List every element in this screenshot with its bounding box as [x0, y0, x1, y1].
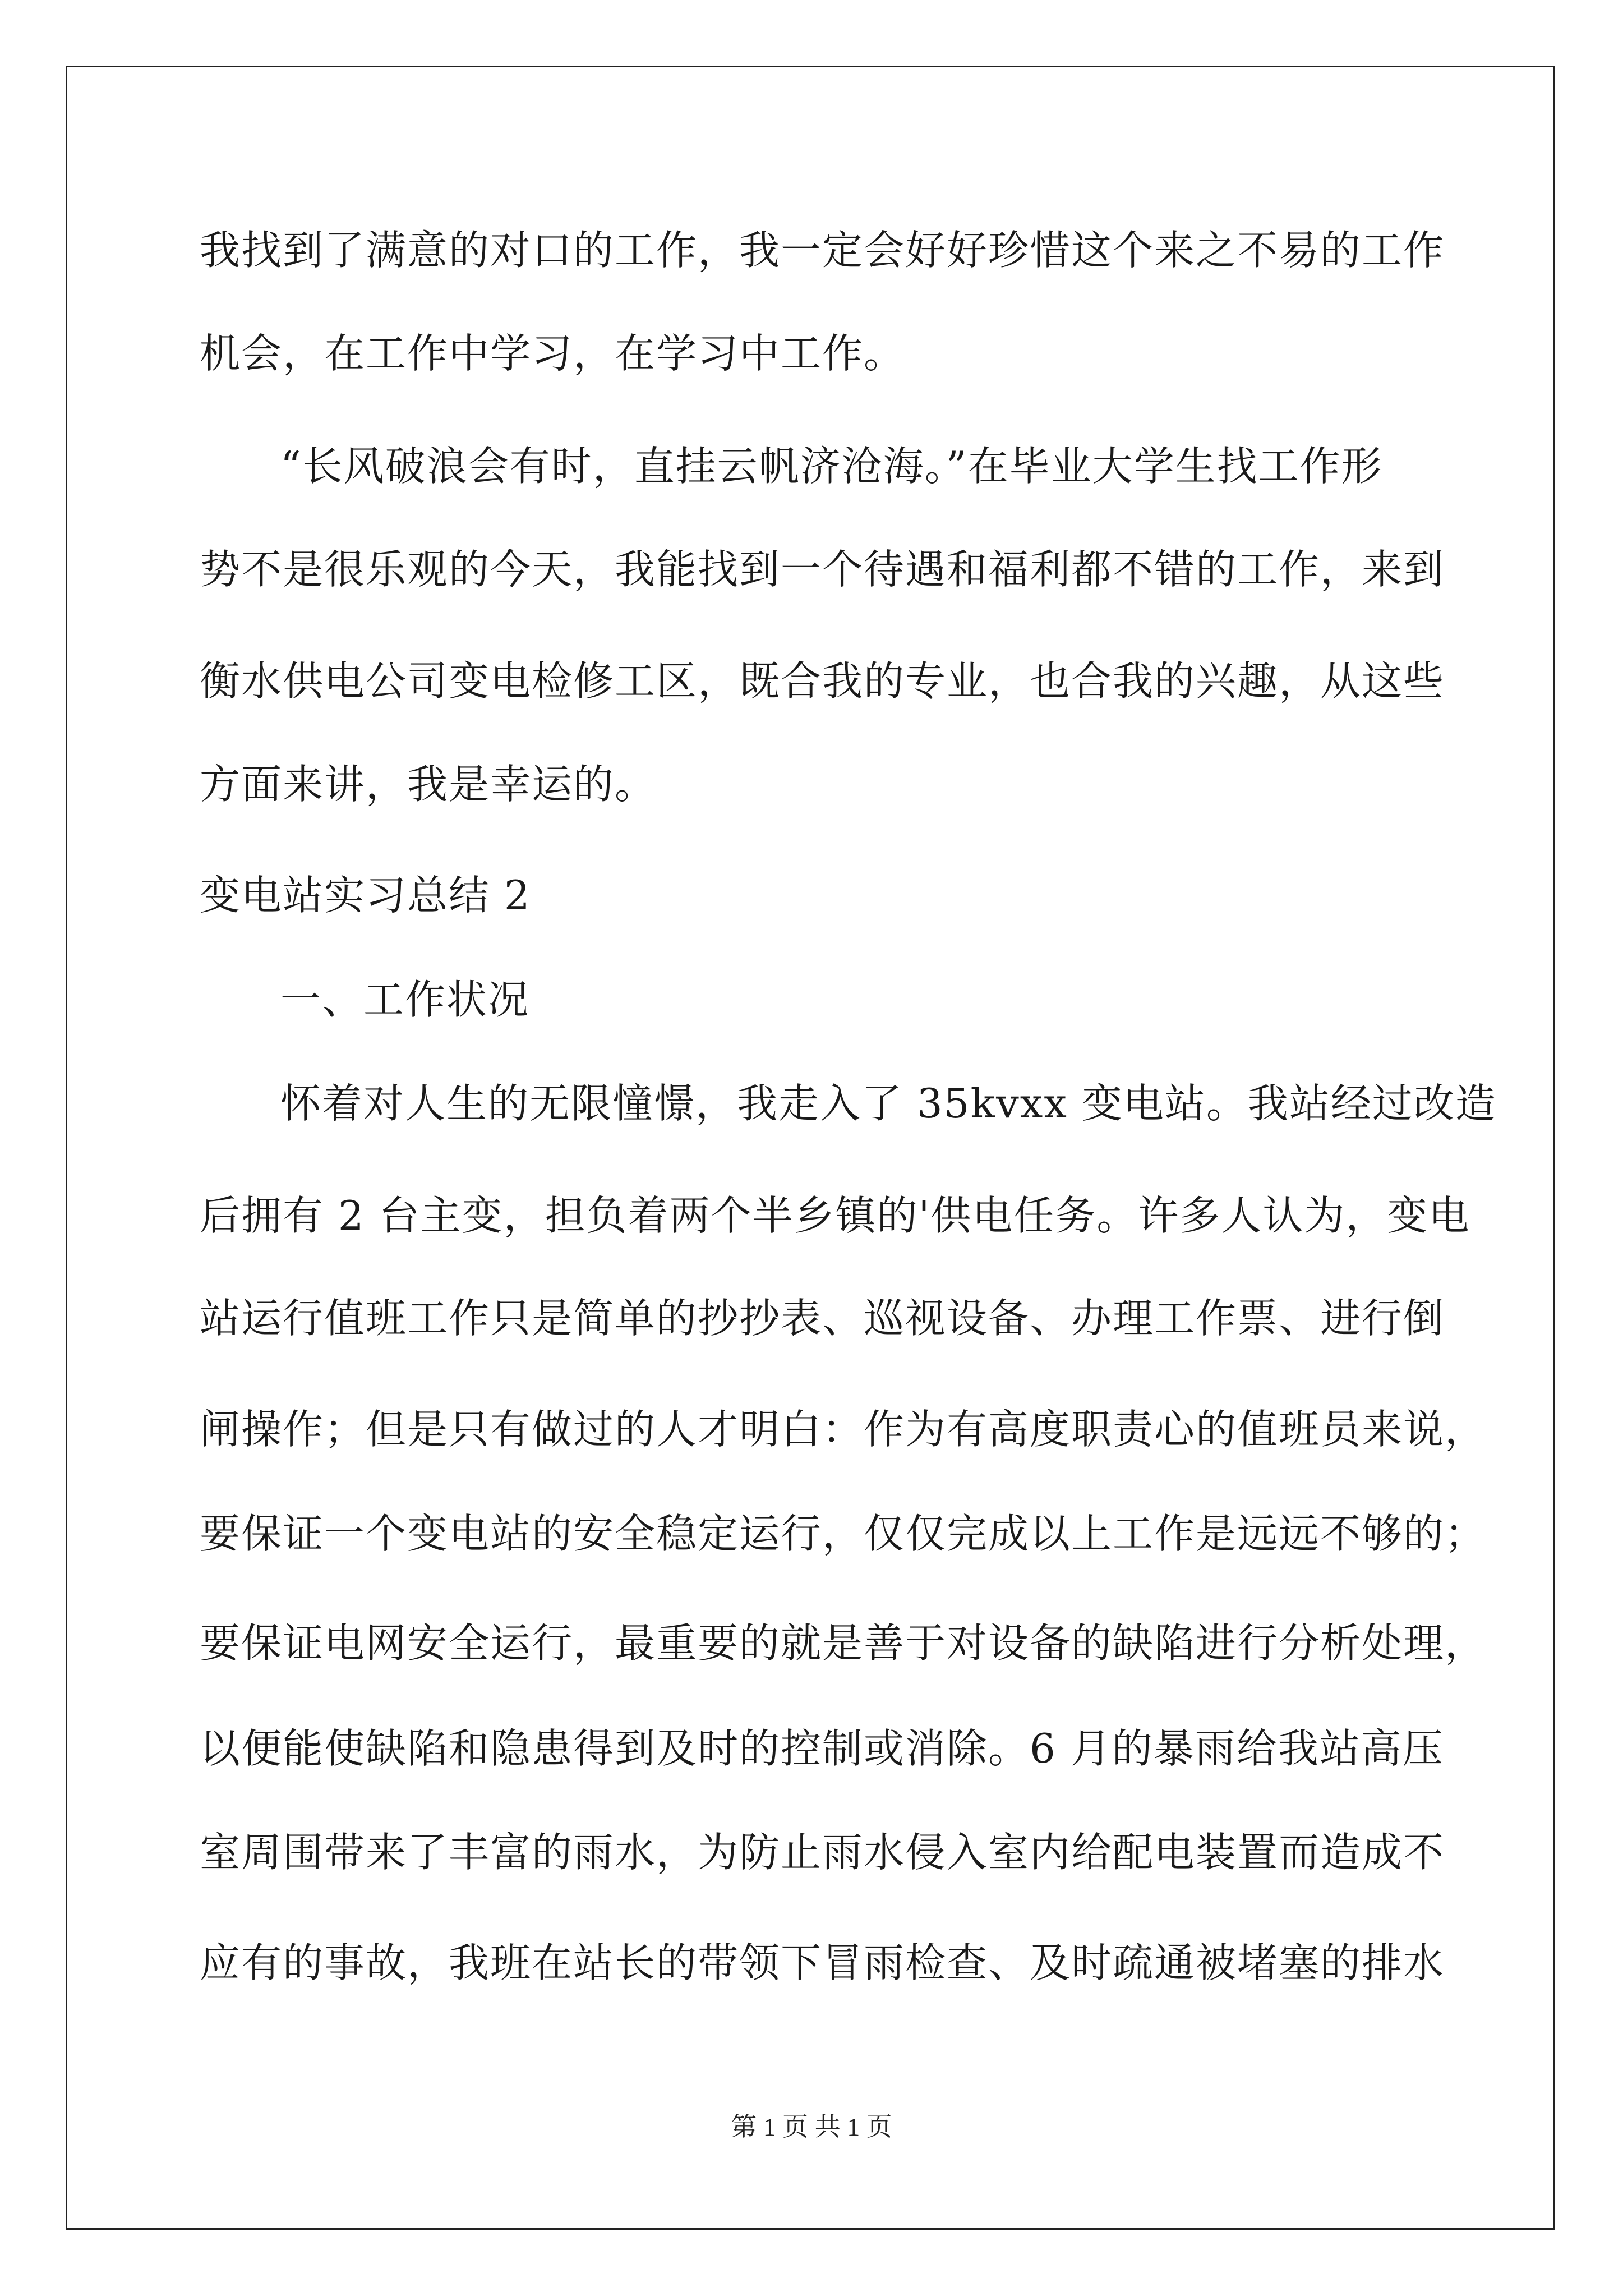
text-line: 方面来讲，我是幸运的。 — [200, 761, 657, 808]
text-line: 衡水供电公司变电检修工区，既合我的专业，也合我的兴趣，从这些 — [200, 657, 1445, 705]
text-line: 闸操作；但是只有做过的人才明白：作为有高度职责心的值班员来说， — [200, 1406, 1487, 1453]
text-line: “长风破浪会有时，直挂云帆济沧海。”在毕业大学生找工作形 — [280, 443, 1383, 490]
page-footer: 第 1 页 共 1 页 — [731, 2113, 892, 2141]
text-line: 势不是很乐观的今天，我能找到一个待遇和福利都不错的工作，来到 — [200, 546, 1445, 593]
text-line: 应有的事故，我班在站长的带领下冒雨检查、及时疏通被堵塞的排水 — [200, 1939, 1445, 1986]
text-line: 我找到了满意的对口的工作，我一定会好好珍惜这个来之不易的工作 — [200, 227, 1445, 274]
text-line: 怀着对人生的无限憧憬，我走入了 35kvxx 变电站。我站经过改造 — [280, 1080, 1497, 1127]
text-line: 机会，在工作中学习，在学习中工作。 — [200, 330, 906, 377]
text-line: 要保证电网安全运行，最重要的就是善于对设备的缺陷进行分析处理， — [200, 1619, 1487, 1667]
text-line: 后拥有 2 台主变，担负着两个半乡镇的'供电任务。许多人认为，变电 — [200, 1192, 1470, 1239]
text-line: 要保证一个变电站的安全稳定运行，仅仅完成以上工作是远远不够的； — [200, 1510, 1487, 1557]
text-line: 以便能使缺陷和隐患得到及时的控制或消除。6 月的暴雨给我站高压 — [200, 1725, 1444, 1772]
text-line: 室周围带来了丰富的雨水，为防止雨水侵入室内给配电装置而造成不 — [200, 1829, 1445, 1876]
text-line: 站运行值班工作只是简单的抄抄表、巡视设备、办理工作票、进行倒 — [200, 1295, 1445, 1342]
section-heading: 变电站实习总结 2 — [200, 872, 531, 919]
subsection-heading: 一、工作状况 — [280, 976, 530, 1023]
page-border — [66, 66, 1555, 2230]
